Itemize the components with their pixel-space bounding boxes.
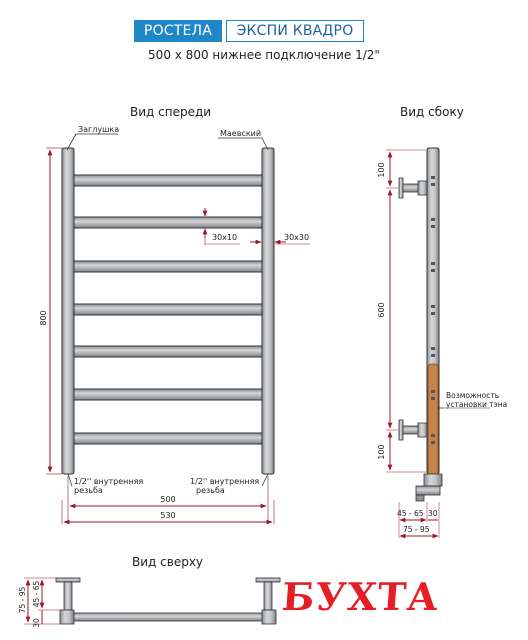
side-dim-top: 100 xyxy=(377,162,386,178)
top-right-post xyxy=(262,610,276,624)
side-total-depth: 75 - 95 xyxy=(403,525,430,534)
crossbar xyxy=(70,175,266,186)
front-view xyxy=(39,125,310,524)
heater-element xyxy=(428,364,438,476)
side-dim-bottom: 100 xyxy=(377,444,386,460)
subtitle: 500 x 800 нижнее подключение 1/2" xyxy=(148,48,380,62)
model-badge: ЭКСПИ КВАДРО xyxy=(226,20,364,42)
heater-note-line1: Возможность xyxy=(446,391,500,400)
side-offset-a: 45 - 65 xyxy=(397,509,424,518)
top-offset-dim: 45 - 65 xyxy=(32,580,41,608)
crossbar xyxy=(70,217,266,228)
crossbars xyxy=(70,175,266,444)
top-left-wall-plate xyxy=(56,578,80,582)
thread-right-line1: 1/2'' внутренняя xyxy=(190,477,260,486)
brand-badge: РОСТЕЛА xyxy=(134,20,222,42)
side-view-title: Вид сбоку xyxy=(400,105,464,119)
bottom-connector xyxy=(416,474,442,501)
bottom-wall-bracket xyxy=(399,420,427,440)
inner-width-label: 500 xyxy=(160,495,176,504)
crossbar xyxy=(70,261,266,272)
crossbar xyxy=(70,304,266,315)
outer-width-label: 530 xyxy=(160,511,176,520)
thread-left-line2: резьба xyxy=(74,486,103,495)
plug-label: Заглушка xyxy=(78,125,120,134)
top-inner-dim: 30 xyxy=(32,618,41,628)
top-outer-dim: 75 - 95 xyxy=(18,586,27,614)
top-view-title: Вид сверху xyxy=(132,555,204,569)
watermark-logo: БУХТА xyxy=(280,574,441,619)
mayevsky-label: Маевский xyxy=(220,129,262,138)
crossbar xyxy=(70,433,266,444)
side-offset-b: 30 xyxy=(428,509,438,518)
heater-note-line2: установки тэна xyxy=(446,400,508,409)
top-crossbar xyxy=(74,613,262,621)
top-view xyxy=(18,578,280,628)
left-post xyxy=(62,148,74,474)
height-dimension-label: 800 xyxy=(39,310,48,326)
right-post xyxy=(262,148,274,474)
side-dim-mid: 600 xyxy=(377,302,386,318)
thread-right-line2: резьба xyxy=(196,486,225,495)
crossbar xyxy=(70,389,266,400)
post-profile-label: 30x30 xyxy=(284,233,310,242)
side-view xyxy=(377,148,507,538)
top-left-post xyxy=(60,610,74,624)
top-wall-bracket xyxy=(399,178,427,198)
front-view-title: Вид спереди xyxy=(130,105,212,119)
thread-left-line1: 1/2'' внутренняя xyxy=(74,477,144,486)
crossbar xyxy=(70,346,266,357)
bar-thickness-label: 30x10 xyxy=(212,233,238,242)
top-right-wall-plate xyxy=(256,578,280,582)
